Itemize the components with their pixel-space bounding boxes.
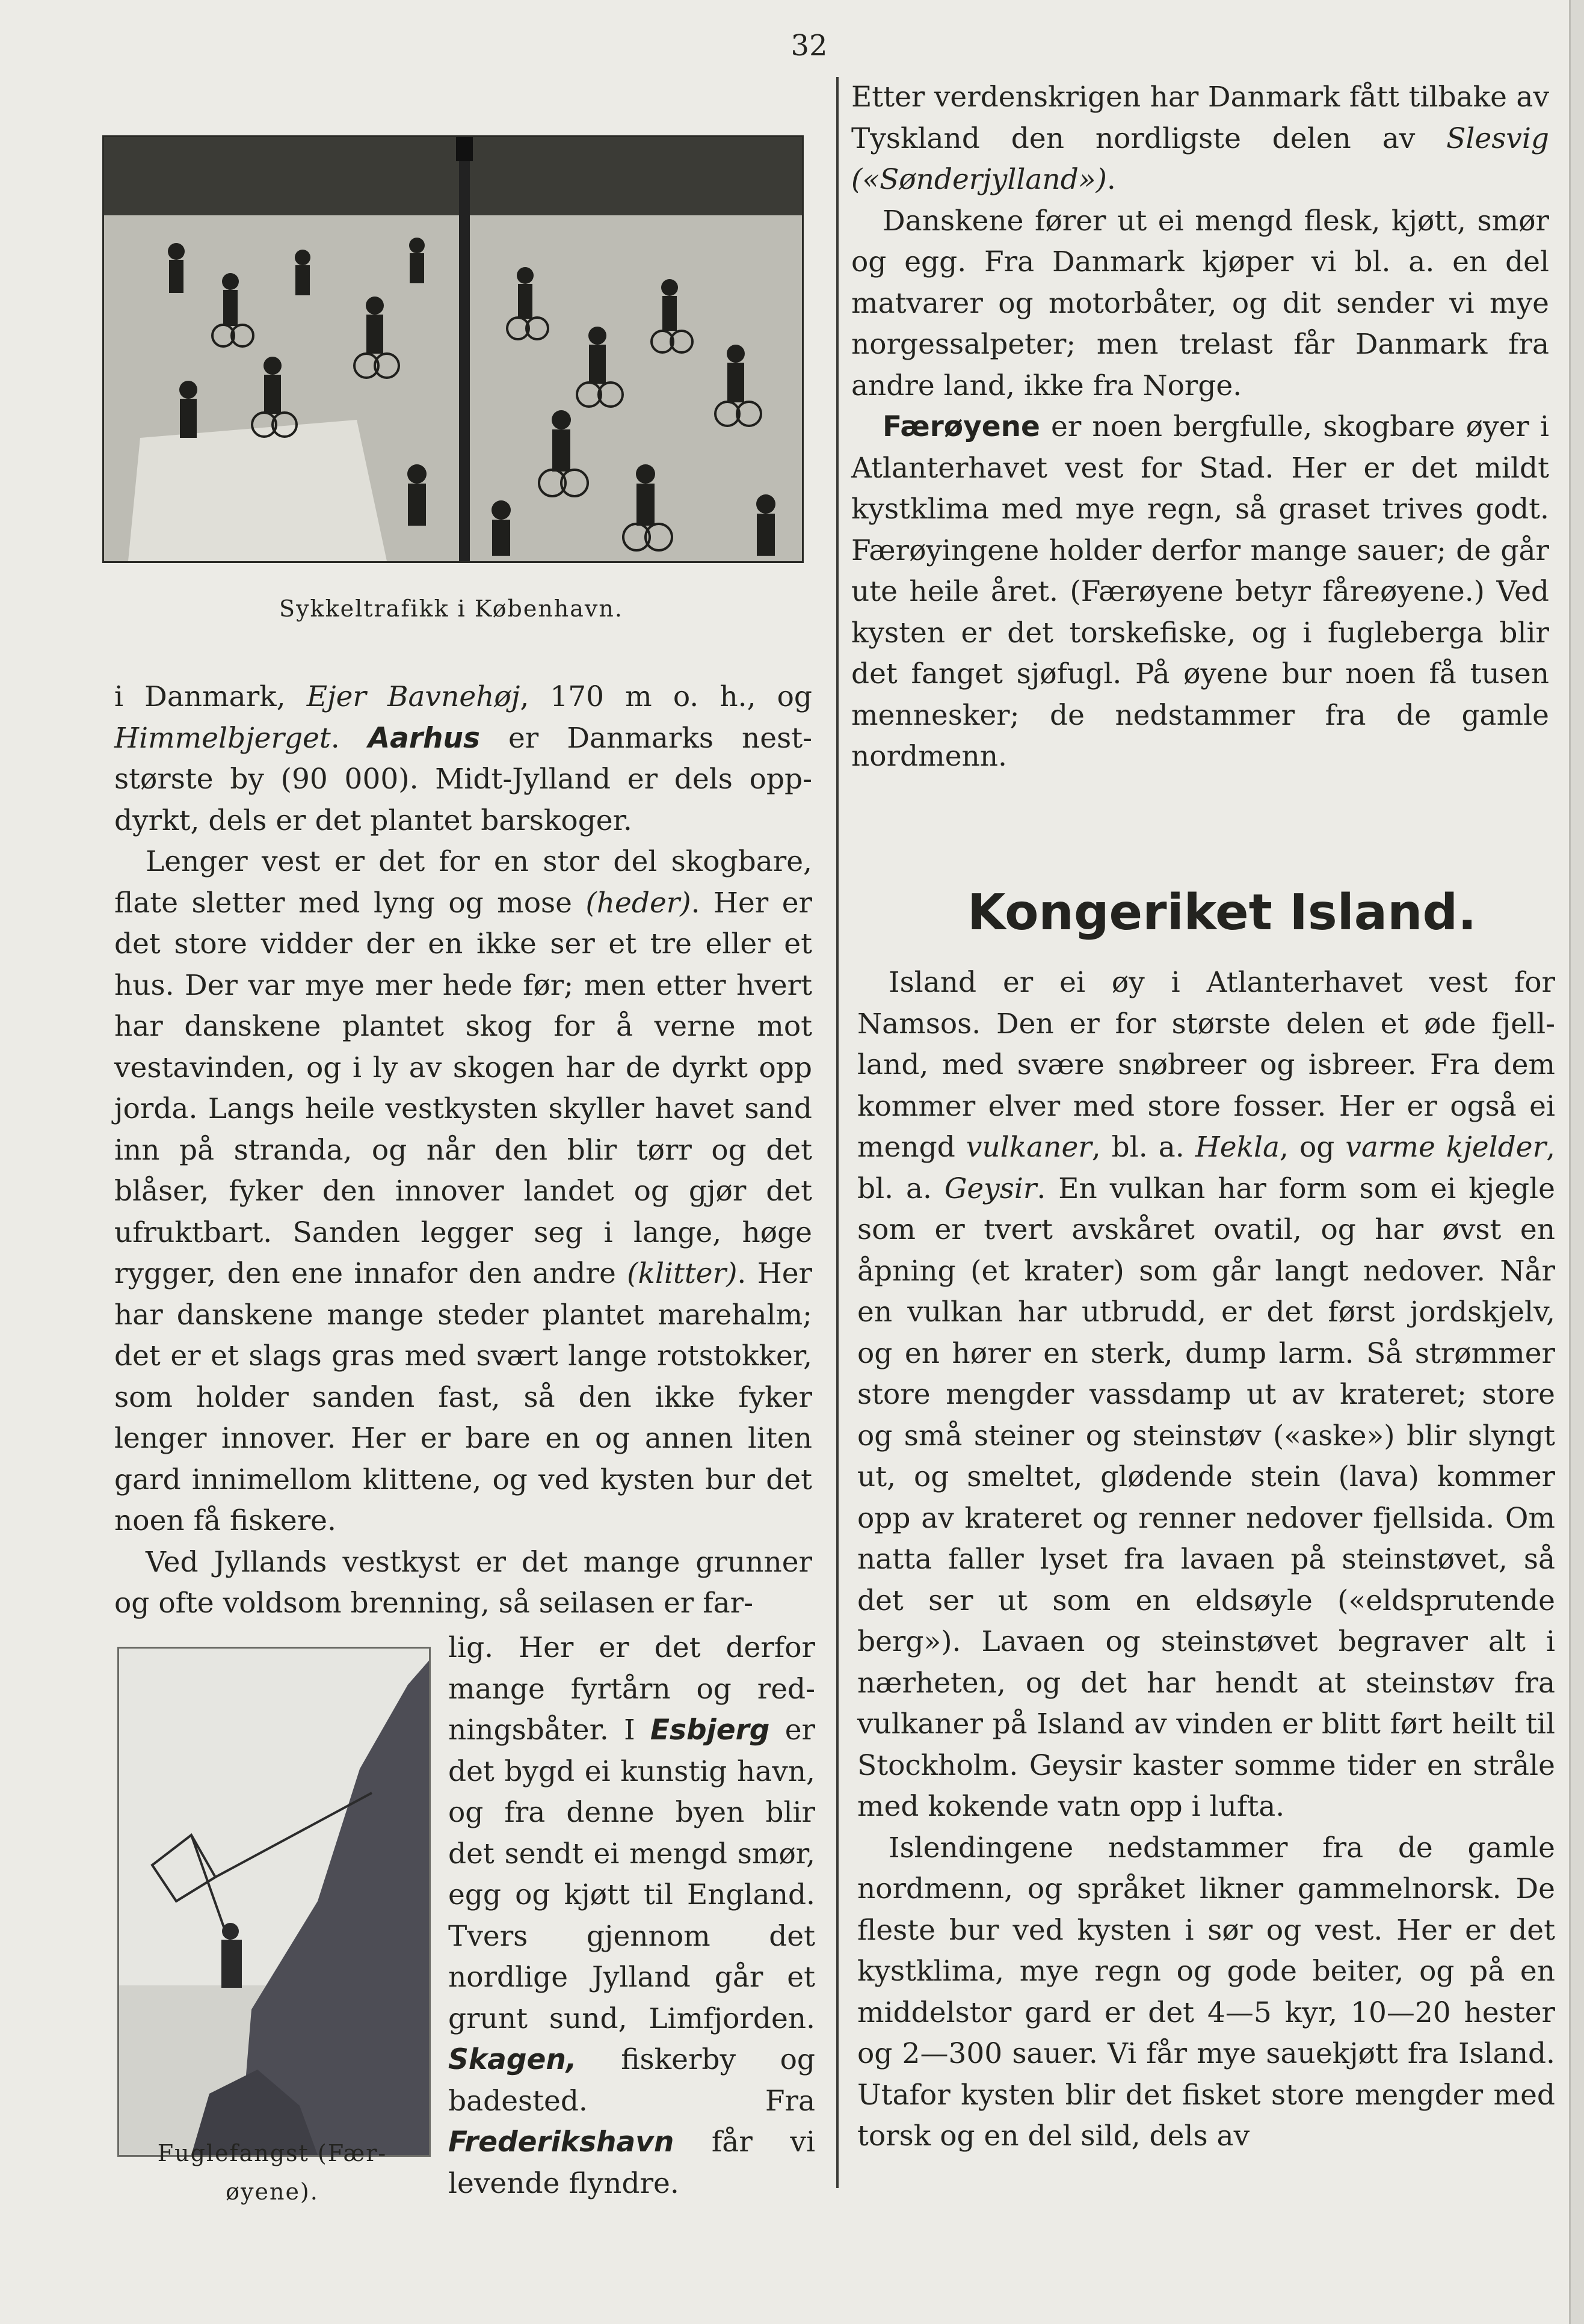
text: . bbox=[1106, 163, 1116, 196]
left-column-text bbox=[114, 677, 812, 1625]
text: er det bygd ei kunstig havn, og fra denne byen blir det sendt ei mengd smør, egg og kjøtt til England. Tvers gjennom det nordlige Jylland går et grunt sund, Limfjorden. bbox=[448, 1714, 815, 2035]
paragraph-danish-trade: Danskene fører ut ei mengd flesk, kjøtt, smør og egg. Fra Danmark kjøper vi bl. a. en del matvarer og motorbåter, og dit sender vi mye norgessalpeter; men trelast får Danmark fra andre land, ikke fra Norge. bbox=[851, 204, 1549, 402]
page-edge bbox=[1569, 0, 1584, 2324]
italic-term: Himmelbjerget bbox=[114, 721, 331, 755]
text: er noen bergfulle, skogbare øyer i Atlanterhavet vest for Stad. Her er det mildt kystklima med mye regn, så graset trives godt. Færøyingene holder derfor mange sauer; de går ute heile året. (Færøyene betyr fåreøyene.) Ved kysten er det torskefiske, og i fugleberga blir det fanget sjøfugl. På øyene bur noen få tusen mennesker; de nedstammer fra de gamle nordmenn. bbox=[851, 410, 1549, 773]
place-faroe: Færøyene bbox=[883, 410, 1040, 443]
text: Lenger vest er det for en stor del skogbare, flate sletter med lyng og mose bbox=[114, 845, 812, 920]
text: får vi levende flyndre. bbox=[448, 2126, 815, 2200]
bird-catching-photo bbox=[117, 1647, 431, 2157]
paragraph-west-coast-end bbox=[448, 1628, 815, 2204]
paragraph-west-coast-start: Ved Jyllands vestkyst er det mange grunner og ofte voldsom brenning, så seilasen er far- bbox=[114, 1545, 812, 1620]
italic-term: Hekla bbox=[1195, 1131, 1280, 1164]
text: , og bbox=[1280, 1131, 1346, 1164]
left-column-narrow-text bbox=[448, 1628, 815, 2204]
text: . En vulkan har form som ei kjegle som er tvert avskåret ovatil, og har øvst en åpning (et krater) som går langt nedover. Når en vulkan har utbrudd, er det først jordskjelv, og en hører en sterk, dump larm. Så strømmer store mengder vassdamp ut av krateret; store og små steiner og steinstøv («aske») blir slyngt ut, og smeltet, glødende stein (lava) kommer opp av krateret og renner nedover fjellsida. Om natta faller lyset fra lavaen på steinstøvet, så det ser ut som en eldsøyle («eldsprutende berg»). Lavaen og steinstøvet begraver alt i nærheten, og det har hendt at steinstøv fra vulkaner på Island av vinden er blitt ført heilt til Stockholm. Geysir kaster somme tider en stråle med kokende vatn opp i lufta. bbox=[857, 1172, 1555, 1823]
italic-term: vulkaner bbox=[966, 1131, 1092, 1164]
paragraph-faroe-islands bbox=[851, 407, 1549, 778]
bird-caption-line-2: øyene). bbox=[226, 2178, 319, 2205]
italic-term: (klitter) bbox=[627, 1257, 738, 1290]
page-number: 32 bbox=[790, 29, 828, 63]
paragraph-denmark-highlands bbox=[114, 677, 812, 841]
text: . Her er det store vidder der en ikke ser et tre eller et hus. Der var mye mer hede før; men etter hvert har danskene plantet skog for å verne mot vestavinden, og i ly av skogen har de dyrkt opp jorda. Langs heile vestkysten skyller havet sand inn på stranda, og når den blir tørr og det blåser, fyker den innover landet og gjør det ufruktbart. Sanden legger seg i lange, høge rygger, den ene innafor den andre bbox=[114, 886, 813, 1290]
bird-photo-caption bbox=[117, 2134, 427, 2211]
paragraph-slesvig bbox=[851, 77, 1549, 201]
place-skagen: Skagen, bbox=[448, 2043, 577, 2076]
place-esbjerg: Esbjerg bbox=[650, 1714, 770, 1747]
italic-term: (heder) bbox=[585, 886, 691, 920]
place-aarhus: Aarhus bbox=[368, 721, 480, 755]
italic-term: Slesvig («Sønderjylland») bbox=[851, 121, 1549, 196]
right-column-lower-text bbox=[857, 962, 1555, 2157]
text: fiskerby og badested. Fra bbox=[448, 2043, 815, 2118]
text: . bbox=[330, 721, 368, 755]
italic-term: Geysir bbox=[944, 1172, 1037, 1205]
italic-term: Ejer Bavnehøj bbox=[306, 680, 520, 713]
paragraph-iceland-volcanoes bbox=[857, 962, 1555, 1828]
text: , 170 m o. h., og bbox=[520, 680, 812, 713]
section-heading: Kongeriket Island. bbox=[967, 884, 1477, 941]
text: . Her har danskene mange steder plantet marehalm; det er et slags gras med svært lange rotstokker, som holder sanden fast, så den ikke fyker lenger innover. Her er bare en og annen liten gard innimellom klittene, og ved kysten bur det noen få fiskere. bbox=[114, 1257, 813, 1537]
bird-caption-line-1: Fuglefangst (Fær- bbox=[157, 2140, 387, 2166]
cliff-illustration bbox=[119, 1649, 429, 2155]
place-frederikshavn: Frederikshavn bbox=[448, 2126, 674, 2159]
bicycle-traffic-illustration bbox=[104, 137, 802, 561]
text: , bl. a. bbox=[857, 1131, 1556, 1205]
text: , bl. a. bbox=[1091, 1131, 1195, 1164]
italic-term: varme kjelder bbox=[1345, 1131, 1547, 1164]
paragraph-west-jutland bbox=[114, 841, 812, 1542]
text: lig. Her er det derfor mange fyrtårn og redningsbåter. I bbox=[448, 1631, 815, 1747]
right-column-upper-text bbox=[851, 77, 1549, 778]
text: i Danmark, bbox=[114, 680, 307, 713]
text: Etter verdenskrigen har Danmark fått tilbake av Tyskland den nordligste delen av bbox=[851, 81, 1549, 155]
text: Island er ei øy i Atlanterhavet vest for Namsos. Den er for største delen et øde fjellland, med svære snøbreer og isbreer. Fra dem kommer elver med store fosser. Her er også ei mengd bbox=[857, 966, 1555, 1164]
bicycle-photo-caption: Sykkeltrafikk i København. bbox=[279, 595, 623, 622]
paragraph-icelanders: Islendingene nedstammer fra de gamle nordmenn, og språket likner gammelnorsk. De fleste bur ved kysten i sør og vest. Her er det kystklima, mye regn og gode beiter, og på en middelstor gard er det 4—5 kyr, 10—20 hester og 2—300 sauer. Vi får mye sauekjøtt fra Island. Utafor kysten blir det fisket store mengder med torsk og en del sild, dels av bbox=[857, 1831, 1555, 2153]
column-divider bbox=[836, 77, 839, 2188]
bicycle-traffic-photo bbox=[102, 135, 804, 563]
text: er Danmarks neststørste by (90 000). Midt-Jylland er dels oppdyrkt, dels er det plantet barskoger. bbox=[114, 721, 812, 837]
